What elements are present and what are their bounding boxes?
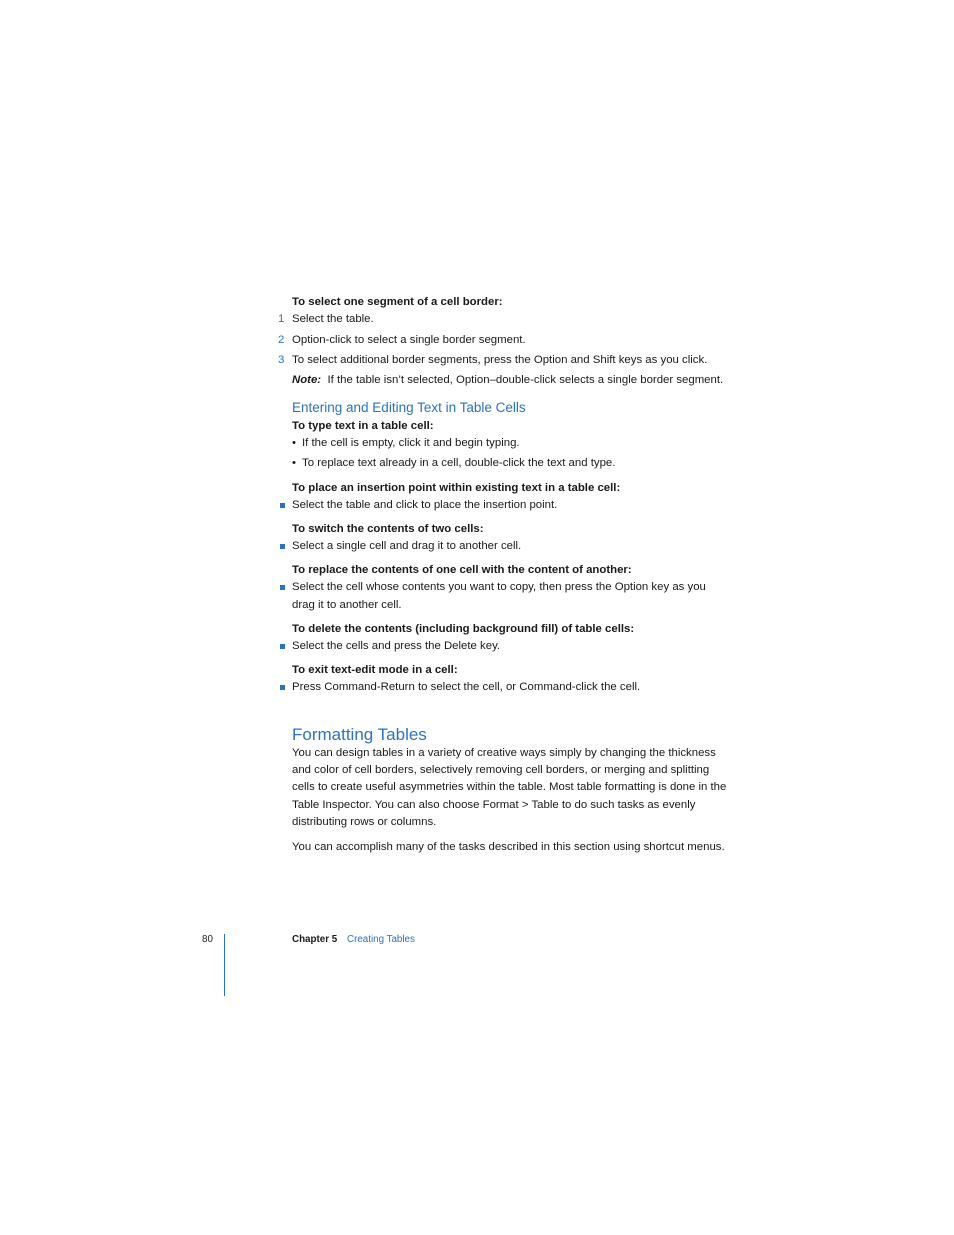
square-bullet	[280, 544, 285, 549]
bullet-text: To replace text already in a cell, double-click the text and type.	[302, 457, 616, 469]
bullet-dot: •	[292, 437, 296, 449]
list-item-text: Select the cell whose contents you want to copy, then press the Option key as you	[292, 581, 706, 593]
note-text: If the table isn’t selected, Option–double-click selects a single border segment.	[327, 374, 724, 386]
task-heading-exit-edit-mode: To exit text-edit mode in a cell:	[292, 664, 458, 676]
page-number: 80	[202, 934, 213, 945]
section-title-entering-editing: Entering and Editing Text in Table Cells	[292, 400, 526, 415]
square-bullet	[280, 585, 285, 590]
footer-rule	[224, 934, 225, 996]
step-number: 1	[278, 313, 285, 325]
step-text: To select additional border segments, press the Option and Shift keys as you click.	[292, 354, 708, 366]
step-number: 2	[278, 334, 285, 346]
square-bullet	[280, 685, 285, 690]
task-heading-type-text: To type text in a table cell:	[292, 420, 434, 432]
section-title-formatting-tables: Formatting Tables	[292, 725, 427, 744]
list-item-text: Select the table and click to place the insertion point.	[292, 499, 558, 511]
task-heading-insertion-point: To place an insertion point within existing text in a table cell:	[292, 482, 621, 494]
task-heading-delete-contents: To delete the contents (including background fill) of table cells:	[292, 623, 635, 635]
bullet-dot: •	[292, 457, 296, 469]
note	[292, 372, 723, 389]
body-paragraph: You can accomplish many of the tasks described in this section using shortcut menus.	[292, 841, 725, 853]
note-label: Note:	[292, 374, 322, 386]
bullet-text: If the cell is empty, click it and begin typing.	[302, 437, 520, 449]
body-paragraph: You can design tables in a variety of creative ways simply by changing the thickness and color of cell borders, selectively removing cell borders, or merging and splitting cells to create useful asymmetries within the table. Most table formatting is done in the Table Inspector. You can also choose Format > Table to do such tasks as evenly distributing rows or columns.	[292, 747, 727, 828]
step-number: 3	[278, 354, 285, 366]
square-bullet	[280, 644, 285, 649]
square-bullet	[280, 503, 285, 508]
list-item-text-continued: drag it to another cell.	[292, 599, 402, 611]
list-item-text: Select the cells and press the Delete key.	[292, 640, 501, 652]
chapter-label: Chapter 5	[292, 934, 338, 945]
task-heading-switch-cells: To switch the contents of two cells:	[292, 523, 484, 535]
step-text: Select the table.	[292, 313, 374, 325]
chapter-title: Creating Tables	[347, 934, 415, 945]
step-text: Option-click to select a single border segment.	[292, 334, 526, 346]
task-heading-select-border-segment: To select one segment of a cell border:	[292, 296, 503, 308]
list-item-text: Select a single cell and drag it to another cell.	[292, 540, 522, 552]
list-item-text: Press Command-Return to select the cell, or Command-click the cell.	[292, 681, 641, 693]
task-heading-replace-contents: To replace the contents of one cell with the content of another:	[292, 564, 632, 576]
